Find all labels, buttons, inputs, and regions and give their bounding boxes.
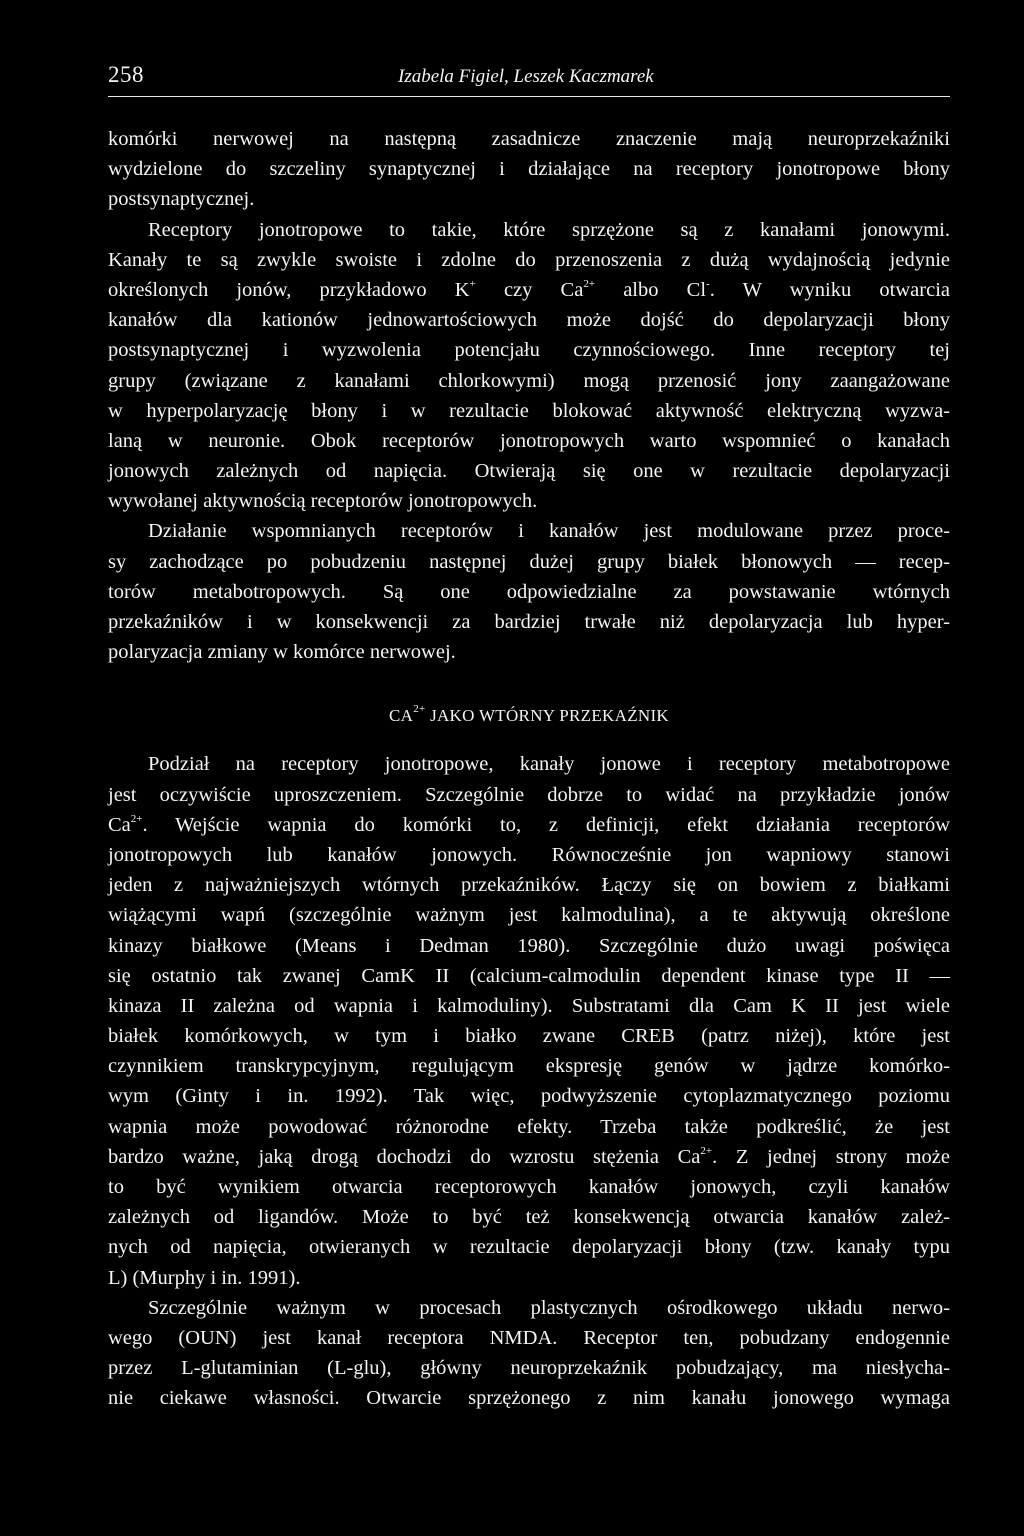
text-fragment: określonych jonów, przykładowo K [108, 278, 470, 301]
text-line: komórki nerwowej na następną zasadnicze znaczenie mają neuroprzekaźniki [108, 128, 950, 150]
text-line: sy zachodzące po pobudzeniu następnej dużej grupy białek błonowych — recep- [108, 550, 950, 573]
section-heading [108, 701, 950, 731]
text-line: polaryzacja zmiany w komórce nerwowej. [108, 641, 456, 664]
text-line: wym (Ginty i in. 1992). Tak więc, podwyższenie cytoplazmatycznego poziomu [108, 1085, 950, 1108]
text-line-with-ions [108, 275, 950, 305]
superscript: 2+ [583, 277, 596, 290]
heading-fragment: JAKO WTÓRNY PRZEKAŹNIK [425, 706, 669, 726]
text-line: postsynaptycznej. [108, 188, 255, 211]
text-line: się ostatnio tak zwanej CamK II (calcium-calmodulin dependent kinase type II — [108, 964, 950, 987]
text-line: nie ciekawe własności. Otwarcie sprzężonego z nim kanału jonowego wymaga [108, 1387, 950, 1410]
text-line: wiążącymi wapń (szczególnie ważnym jest kalmodulina), a te aktywują określone [108, 904, 950, 927]
text-line-with-ions [108, 810, 950, 840]
superscript: 2+ [130, 812, 143, 825]
text-line: w hyperpolaryzację błony i w rezultacie blokować aktywność elektryczną wyzwa- [108, 399, 950, 422]
text-line: Receptory jonotropowe to takie, które sprzężone są z kanałami jonowymi. [148, 218, 950, 241]
text-line: nych od napięcia, otwieranych w rezultacie depolaryzacji błony (tzw. kanały typu [108, 1236, 950, 1259]
text-line: torów metabotropowych. Są one odpowiedzialne za powstawanie wtórnych [108, 580, 950, 603]
text-fragment: . W wyniku otwarcia [709, 278, 950, 301]
text-line: kinazy białkowe (Means i Dedman 1980). Szczególnie dużo uwagi poświęca [108, 934, 950, 957]
text-line: laną w neuronie. Obok receptorów jonotropowych warto wspomnieć o kanałach [108, 429, 950, 452]
text-line: L) (Murphy i in. 1991). [108, 1266, 301, 1289]
page-number: 258 [108, 62, 144, 87]
text-line: kanałów dla kationów jednowartościowych może dojść do depolaryzacji błony [108, 309, 950, 332]
text-line: wydzielone do szczeliny synaptycznej i działające na receptory jonotropowe błony [108, 158, 950, 181]
text-line: jonowych zależnych od napięcia. Otwierają się one w rezultacie depolaryzacji [108, 460, 950, 483]
text-line: wego (OUN) jest kanał receptora NMDA. Receptor ten, pobudzany endogennie [108, 1326, 950, 1349]
heading-fragment: CA [388, 706, 414, 726]
text-line: Podział na receptory jonotropowe, kanały jonowe i receptory metabotropowe [148, 753, 950, 776]
text-fragment: bardzo ważne, jaką drogą dochodzi do wzrostu stężenia Ca [108, 1145, 701, 1168]
text-line: zależnych od ligandów. Może to być też konsekwencją otwarcia kanałów zależ- [108, 1206, 950, 1229]
text-line: Działanie wspomnianych receptorów i kanałów jest modulowane przez proce- [148, 520, 950, 543]
text-line: jonotropowych lub kanałów jonowych. Równocześnie jon wapniowy stanowi [108, 843, 950, 866]
page-header [108, 62, 950, 97]
text-line: Szczególnie ważnym w procesach plastycznych ośrodkowego układu nerwo- [148, 1296, 950, 1319]
running-head: Izabela Figiel, Leszek Kaczmarek [398, 66, 654, 87]
text-fragment: . Wejście wapnia do komórki to, z definicji, efekt działania receptorów [142, 813, 950, 836]
superscript: + [469, 277, 476, 290]
body-text [108, 124, 950, 1414]
text-line: przez L-glutaminian (L-glu), główny neuroprzekaźnik pobudzający, ma niesłycha- [108, 1357, 950, 1380]
text-line: Kanały te są zwykle swoiste i zdolne do przenoszenia z dużą wydajnością jedynie [108, 248, 950, 271]
text-line-with-ions [108, 1142, 950, 1172]
text-fragment: czy Ca [475, 278, 584, 301]
superscript: 2+ [700, 1144, 713, 1157]
text-line: jest oczywiście uproszczeniem. Szczególnie dobrze to widać na przykładzie jonów [108, 783, 950, 806]
text-line: postsynaptycznej i wyzwolenia potencjału czynnościowego. Inne receptory tej [108, 339, 950, 362]
text-line: grupy (związane z kanałami chlorkowymi) mogą przenosić jony zaangażowane [108, 369, 950, 392]
superscript: - [706, 277, 710, 290]
text-fragment: . Z jednej strony może [712, 1145, 950, 1168]
text-line: wapnia może powodować różnorodne efekty. Trzeba także podkreślić, że jest [108, 1115, 950, 1138]
text-line: to być wynikiem otwarcia receptorowych kanałów jonowych, czyli kanałów [108, 1176, 950, 1198]
text-line: wywołanej aktywnością receptorów jonotropowych. [108, 490, 538, 513]
text-line: białek komórkowych, w tym i białko zwane CREB (patrz niżej), które jest [108, 1025, 950, 1048]
text-fragment: albo Cl [595, 278, 707, 301]
superscript: 2+ [413, 703, 426, 716]
text-line: czynnikiem transkrypcyjnym, regulującym ekspresję genów w jądrze komórko- [108, 1055, 950, 1078]
text-line: kinaza II zależna od wapnia i kalmoduliny). Substratami dla Cam K II jest wiele [108, 994, 950, 1017]
text-line: jeden z najważniejszych wtórnych przekaźników. Łączy się on bowiem z białkami [108, 874, 950, 897]
text-fragment: Ca [108, 813, 131, 836]
text-line: przekaźników i w konsekwencji za bardziej trwałe niż depolaryzacja lub hyper- [108, 611, 950, 633]
